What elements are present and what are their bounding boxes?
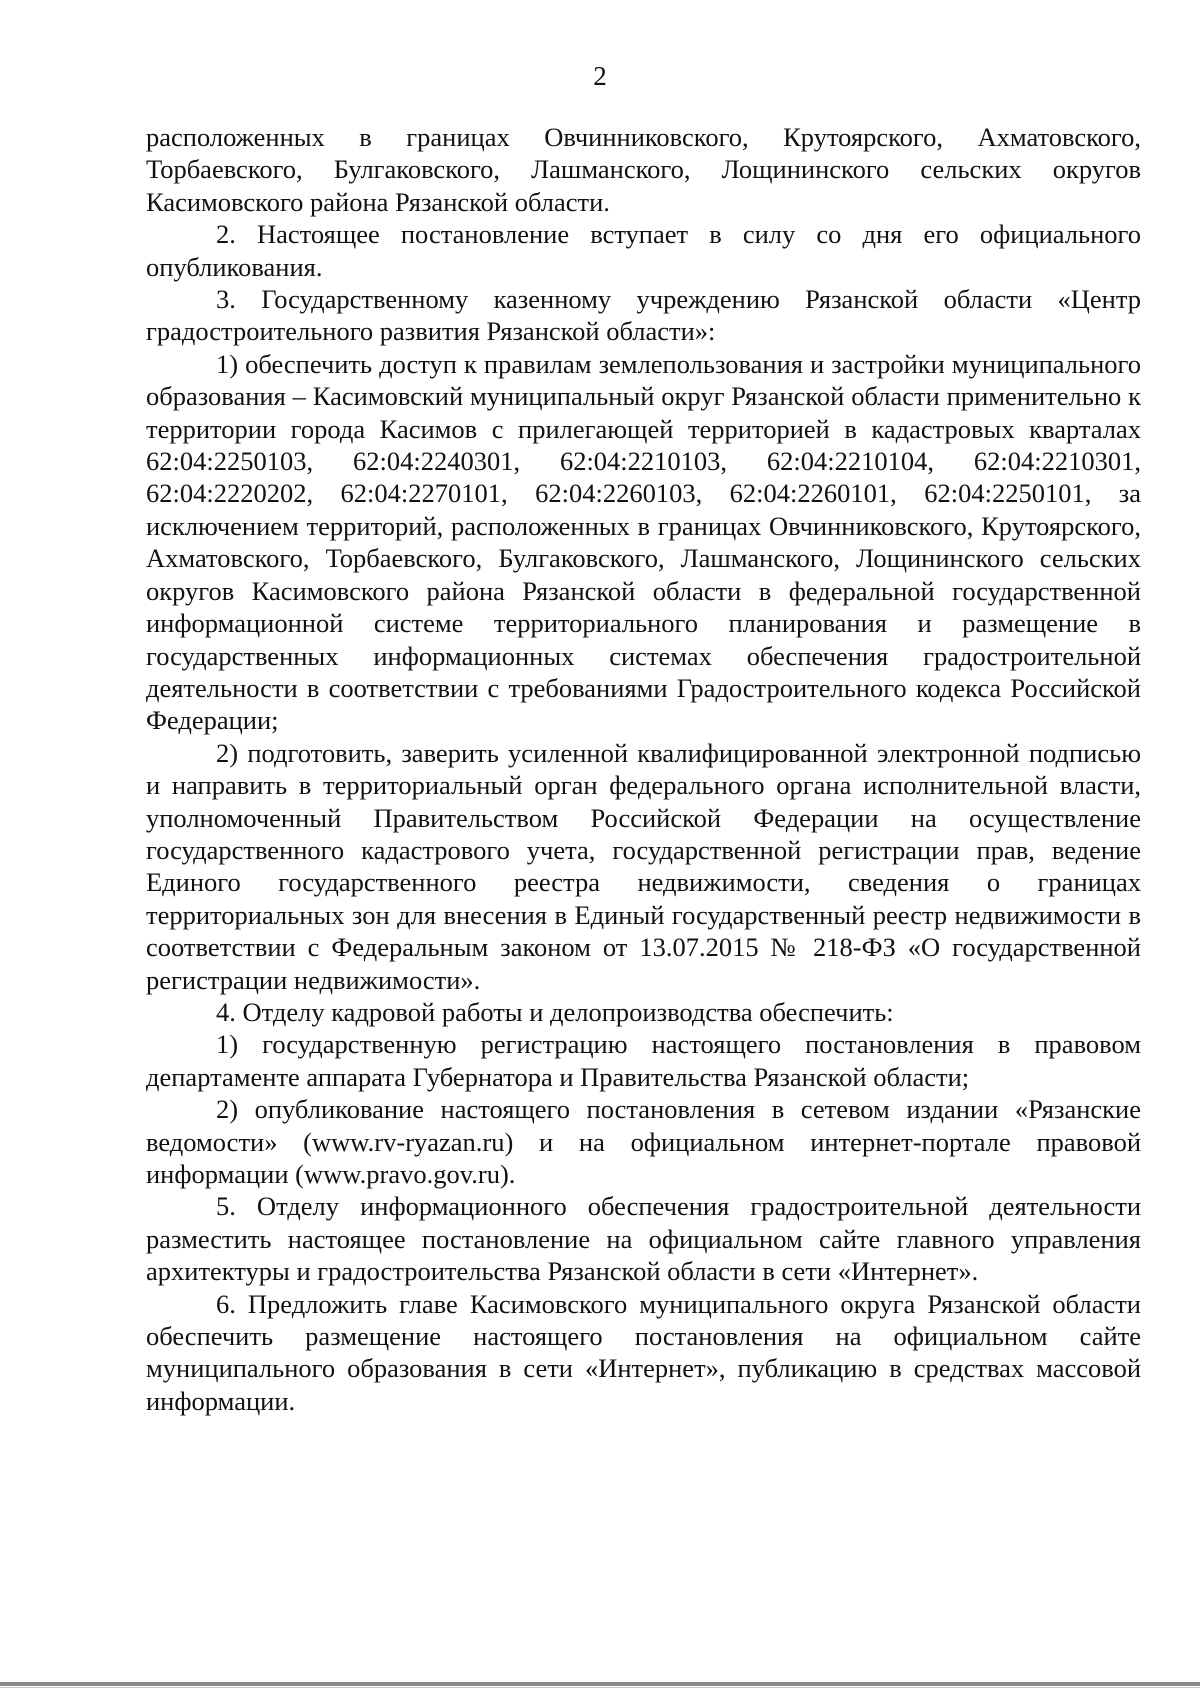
scan-bottom-edge — [0, 1682, 1200, 1686]
paragraph-item-4: 4. Отделу кадровой работы и делопроизводства обеспечить: — [216, 996, 894, 1027]
document-body — [146, 121, 1141, 1417]
paragraph-item-2: 2. Настоящее постановление вступает в силу со дня его официального опубликования. — [146, 219, 1141, 282]
scan-bottom-edge-shadow — [0, 1687, 1200, 1688]
paragraph-item-3-1: 1) обеспечить доступ к правилам землепользования и застройки муниципального образования – Касимовский муниципальный округ Рязанской области применительно к территории города Касимов с прилегающей территорией в кадастровых кварталах 62:04:2250103, 62:04:2240301, 62:04:2210103, 62:04:2210104, 62:04:2210301, 62:04:2220202, 62:04:2270101, 62:04:2260103, 62:04:2260101, 62:04:2250101, за исключением территорий, расположенных в границах Овчинниковского, Крутоярского, Ахматовского, Торбаевского, Булгаковского, Лашманского, Лощининского сельских округов Касимовского района Рязанской области в федеральной государственной информационной системе территориального планирования и размещение в государственных информационных системах обеспечения градостроительной деятельности в соответствии с требованиями Градостроительного кодекса Российской Федерации; — [146, 348, 1141, 736]
paragraph-item-5: 5. Отделу информационного обеспечения градостроительной деятельности разместить настоящее постановление на официальном сайте главного управления архитектуры и градостроительства Рязанской области в сети «Интернет». — [146, 1191, 1141, 1287]
paragraph-item-4-1: 1) государственную регистрацию настоящего постановления в правовом департаменте аппарата Губернатора и Правительства Рязанской области; — [146, 1029, 1141, 1092]
paragraph-item-6: 6. Предложить главе Касимовского муниципального округа Рязанской области обеспечить размещение настоящего постановления на официальном сайте муниципального образования в сети «Интернет», публикацию в средствах массовой информации. — [146, 1288, 1141, 1416]
paragraph-item-4-2: 2) опубликование настоящего постановления в сетевом издании «Рязанские ведомости» (www.rv-ryazan.ru) и на официальном интернет-портале правовой информации (www.pravo.gov.ru). — [146, 1094, 1141, 1189]
paragraph-continuation: расположенных в границах Овчинниковского, Крутоярского, Ахматовского, Торбаевского, Булгаковского, Лашманского, Лощининского сельских округов Касимовского района Рязанской области. — [146, 122, 1141, 217]
paragraph-item-3: 3. Государственному казенному учреждению Рязанской области «Центр градостроительного развития Рязанской области»: — [146, 284, 1141, 347]
paragraph-item-3-2: 2) подготовить, заверить усиленной квалифицированной электронной подписью и направить в территориальный орган федерального органа исполнительной власти, уполномоченный Правительством Российской Федерации на осуществление государственного кадастрового учета, государственной регистрации прав, ведение Единого государственного реестра недвижимости, сведения о границах территориальных зон для внесения в Единый государственный реестр недвижимости в соответствии с Федеральным законом от 13.07.2015 № 218-ФЗ «О государственной регистрации недвижимости». — [146, 737, 1141, 995]
page-number: 2 — [593, 61, 607, 91]
